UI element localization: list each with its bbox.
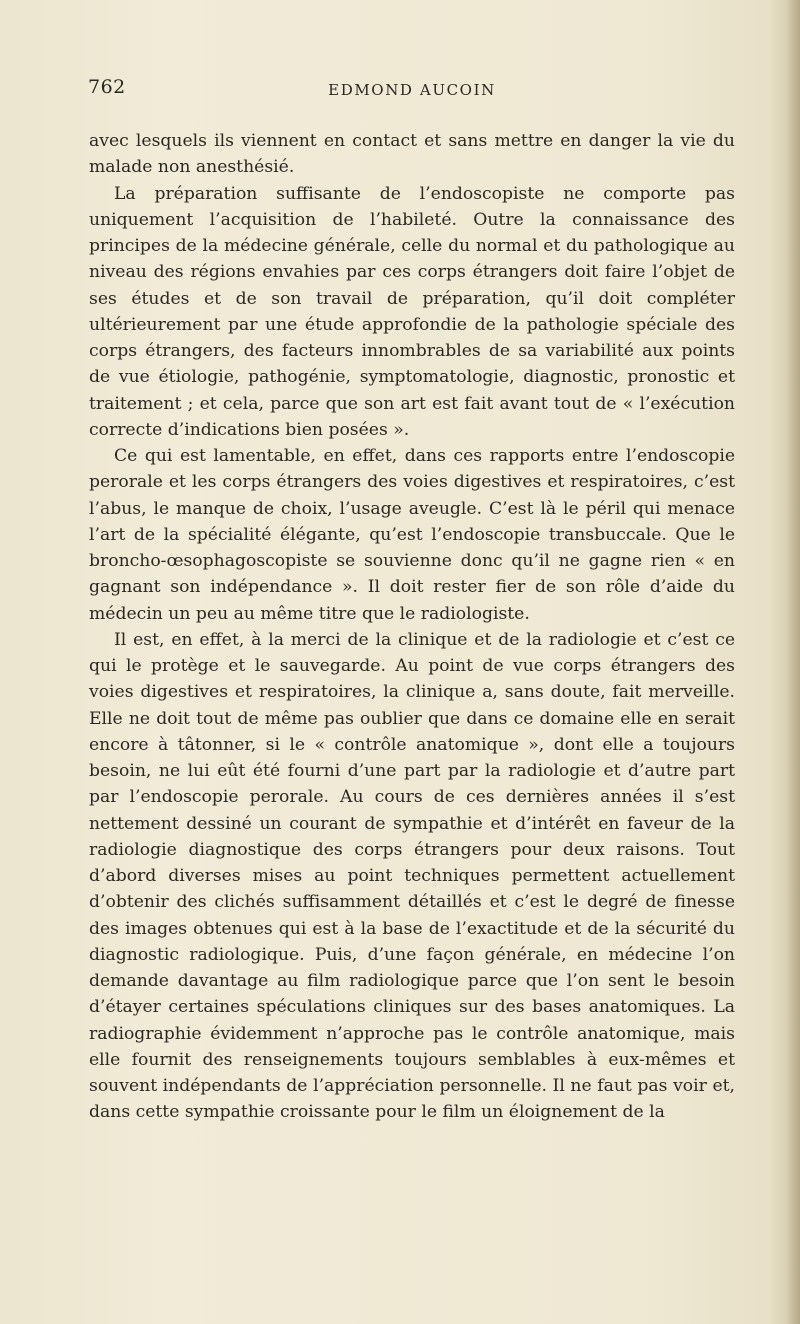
paragraph: Il est, en effet, à la merci de la clinique et de la radiologie et c’est ce qui le protège et le sauvegarde. Au point de vue corps étrangers des voies digestives et respiratoires, la clinique a, sans doute, fait merveille. Elle ne doit tout de même pas oublier que dans ce domaine elle en serait encore à tâtonner, si le « contrôle anatomique », dont elle a toujours besoin, ne lui eût été fourni d’une part par la radiologie et d’autre part par l’endoscopie perorale. Au cours de ces dernières années il s’est nettement dessiné un courant de sympathie et d’intérêt en faveur de la radiologie diagnostique des corps étrangers pour deux raisons. Tout d’abord diverses mises au point techniques permettent actuellement d’obtenir des clichés suffisamment détaillés et c’est le degré de finesse des images obtenues qui est à la base de l’exactitude et de la sécurité du diagnostic radiologique. Puis, d’une façon générale, en médecine l’on demande davantage au film radiologique parce que l’on sent le besoin d’étayer certaines spéculations cliniques sur des bases anatomiques. La radiographie évidemment n’approche pas le contrôle anatomique, mais elle fournit des renseignements toujours semblables à eux-mêmes et souvent indépendants de l’appréciation personnelle. Il ne faut pas voir et, dans cette sympathie croissante pour le film un éloignement de la — [89, 629, 735, 1123]
page-header — [88, 76, 736, 110]
paragraph: La préparation suffisante de l’endoscopiste ne comporte pas uniquement l’acquisition de l’habileté. Outre la connaissance des principes de la médecine générale, celle du normal et du pathologique au niveau des régions envahies par ces corps étrangers doit faire l’objet de ses études et de son travail de préparation, qu’il doit compléter ultérieurement par une étude approfondie de la pathologie spéciale des corps étrangers, des facteurs innombrables de sa variabilité aux points de vue étiologie, pathogénie, symptomatologie, diagnostic, pronostic et traitement ; et cela, parce que son art est fait avant tout de « l’exécution correcte d’indications bien posées ». — [89, 183, 735, 440]
body-text — [89, 128, 735, 1126]
paragraph-continuation: avec lesquels ils viennent en contact et sans mettre en danger la vie du malade non anesthésié. — [89, 131, 735, 178]
running-title: EDMOND AUCOIN — [328, 81, 496, 99]
page-edge-shadow — [786, 0, 800, 1324]
paragraph: Ce qui est lamentable, en effet, dans ces rapports entre l’endoscopie perorale et les corps étrangers des voies digestives et respiratoires, c’est l’abus, le manque de choix, l’usage aveugle. C’est là le péril qui menace l’art de la spécialité élégante, qu’est l’endoscopie transbuccale. Que le broncho-œsophagoscopiste se souvienne donc qu’il ne gagne rien « en gagnant son indépendance ». Il doit rester fier de son rôle d’aide du médecin un peu au même titre que le radiologiste. — [89, 446, 735, 624]
page-number: 762 — [88, 76, 126, 98]
